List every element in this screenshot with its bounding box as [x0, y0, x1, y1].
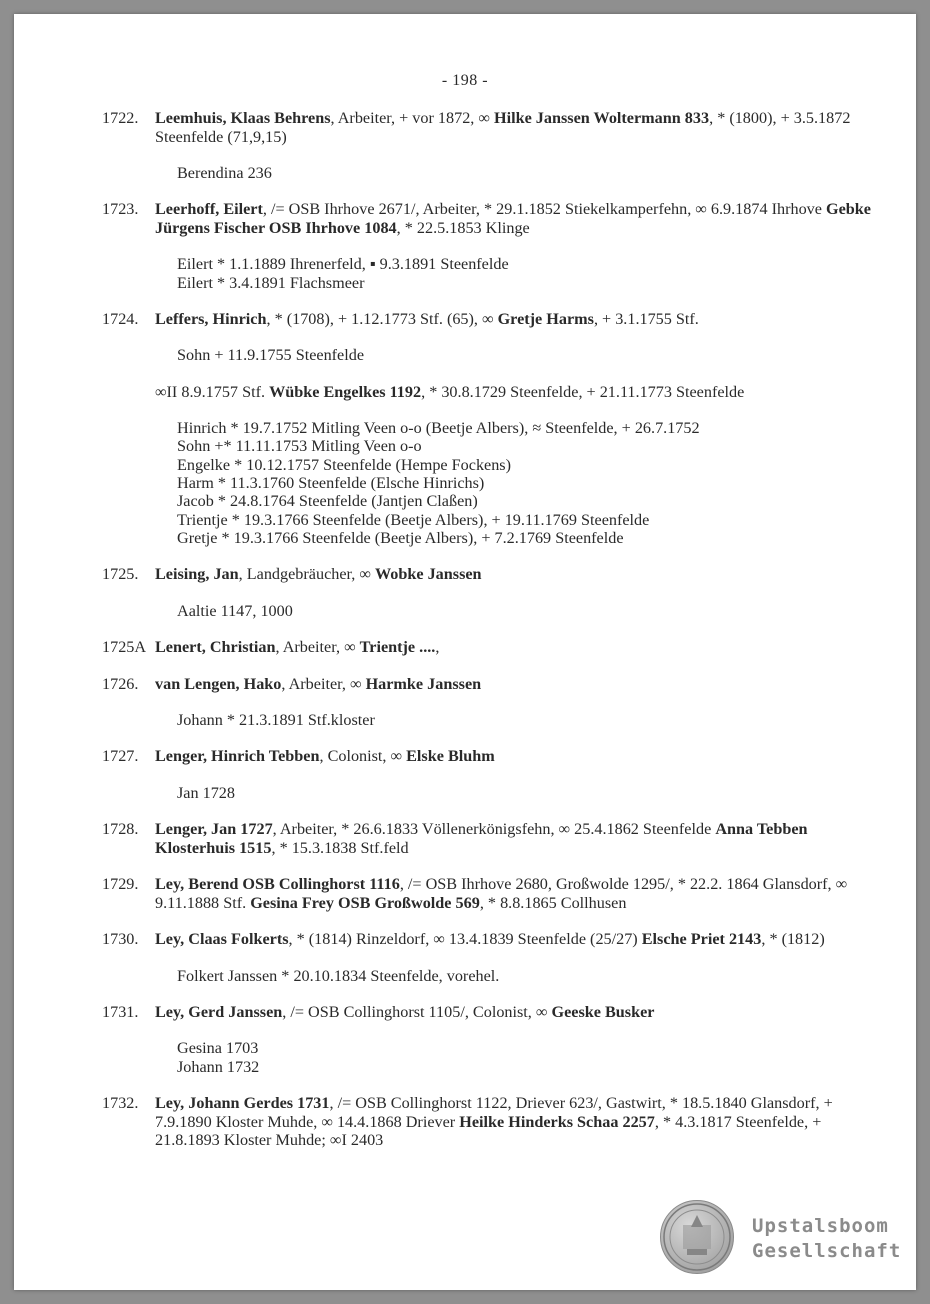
child-entry: Hinrich * 19.7.1752 Mitling Veen o-o (Beetje Albers), ≈ Steenfelde, + 26.7.1752 — [177, 419, 700, 438]
genealogy-entry — [102, 200, 882, 237]
entry-separator — [102, 985, 882, 1003]
entry-number: 1724. — [102, 309, 139, 328]
children-list — [102, 602, 882, 620]
entry-text: Ley, Gerd Janssen, /= OSB Collinghorst 1105/, Colonist, ∞ Geeske Busker — [155, 1002, 655, 1021]
entry-separator — [102, 182, 882, 200]
entry-separator — [102, 620, 882, 638]
logo-line-2: Gesellschaft — [752, 1240, 902, 1262]
page-number: - 198 - — [441, 72, 489, 89]
genealogy-entry — [102, 747, 882, 766]
genealogy-entry — [102, 109, 882, 146]
entry-separator — [102, 729, 882, 747]
child-entry: Jacob * 24.8.1764 Steenfelde (Jantjen Claßen) — [177, 492, 478, 511]
genealogy-entry — [102, 820, 882, 857]
society-logo — [660, 1200, 905, 1274]
child-entry: Johann * 21.3.1891 Stf.kloster — [177, 711, 375, 730]
children-list — [102, 255, 882, 292]
entry-number: 1729. — [102, 875, 139, 894]
child-entry: Sohn + 11.9.1755 Steenfelde — [177, 346, 365, 365]
child-entry: Berendina 236 — [177, 164, 272, 182]
entry-number: 1732. — [102, 1094, 139, 1113]
logo-text — [752, 1214, 901, 1264]
genealogy-entry — [102, 1094, 882, 1150]
second-marriage: ∞II 8.9.1757 Stf. Wübke Engelkes 1192, * 30.8.1729 Steenfelde, + 21.11.1773 Steenfelde — [155, 382, 745, 401]
entry-number: 1726. — [102, 674, 139, 693]
entry-number: 1731. — [102, 1002, 139, 1021]
entry-text: Leerhoff, Eilert, /= OSB Ihrhove 2671/, Arbeiter, * 29.1.1852 Stiekelkamperfehn, ∞ 6.9.1874 Ihrhove Gebke Jürgens Fischer OSB Ihrhove 1084, * 22.5.1853 Klinge — [155, 200, 871, 237]
children-list — [102, 784, 882, 802]
genealogy-entry — [102, 930, 882, 949]
child-entry: Gretje * 19.3.1766 Steenfelde (Beetje Albers), + 7.2.1769 Steenfelde — [177, 528, 624, 547]
entry-text: Ley, Claas Folkerts, * (1814) Rinzeldorf, ∞ 13.4.1839 Steenfelde (25/27) Elsche Priet 2143, * (1812) — [155, 930, 825, 949]
entry-text: Leffers, Hinrich, * (1708), + 1.12.1773 Stf. (65), ∞ Gretje Harms, + 3.1.1755 Stf. — [155, 309, 699, 328]
genealogy-entries — [102, 109, 882, 1150]
entry-number: 1728. — [102, 820, 139, 839]
children-list — [102, 711, 882, 729]
children-list — [102, 967, 882, 985]
child-entry: Harm * 11.3.1760 Steenfelde (Elsche Hinrichs) — [177, 474, 485, 493]
entry-separator — [102, 802, 882, 820]
entry-separator — [102, 857, 882, 875]
entry-text: Leising, Jan, Landgebräucher, ∞ Wobke Janssen — [155, 565, 482, 584]
children-list — [102, 346, 882, 364]
entry-number: 1723. — [102, 200, 139, 219]
entry-number: 1725. — [102, 565, 139, 584]
logo-line-1: Upstalsboom — [752, 1215, 889, 1237]
entry-text: Lenert, Christian, Arbeiter, ∞ Trientje ...., — [155, 638, 440, 657]
genealogy-entry — [102, 675, 882, 694]
genealogy-entry — [102, 565, 882, 584]
child-entry: Eilert * 3.4.1891 Flachsmeer — [177, 273, 365, 292]
child-entry: Trientje * 19.3.1766 Steenfelde (Beetje Albers), + 19.11.1769 Steenfelde — [177, 510, 650, 529]
entry-text: Ley, Johann Gerdes 1731, /= OSB Collinghorst 1122, Driever 623/, Gastwirt, * 18.5.1840 Glansdorf, + 7.9.1890 Kloster Muhde, ∞ 14.4.1868 Driever Heilke Hinderks Schaa 2257, * 4.3.1817 Steenfelde, + 21.8.1893 Kloster Muhde; ∞I 2403 — [155, 1094, 833, 1150]
genealogy-entry — [102, 638, 882, 657]
entry-separator — [102, 657, 882, 675]
genealogy-entry — [102, 1003, 882, 1022]
child-entry: Sohn +* 11.11.1753 Mitling Veen o-o — [177, 437, 422, 456]
entry-text: Lenger, Hinrich Tebben, Colonist, ∞ Elske Bluhm — [155, 747, 495, 766]
child-entry: Folkert Janssen * 20.10.1834 Steenfelde, vorehel. — [177, 966, 500, 985]
child-entry: Aaltie 1147, 1000 — [177, 601, 293, 620]
entry-separator — [102, 292, 882, 310]
entry-number: 1725A — [102, 638, 147, 657]
entry-number: 1730. — [102, 930, 139, 949]
entry-separator — [102, 912, 882, 930]
entry-text: Ley, Berend OSB Collinghorst 1116, /= OSB Ihrhove 2680, Großwolde 1295/, * 22.2. 1864 Glansdorf, ∞ 9.11.1888 Stf. Gesina Frey OSB Großwolde 569, * 8.8.1865 Collhusen — [155, 875, 848, 912]
entry-separator — [102, 547, 882, 565]
child-entry: Eilert * 1.1.1889 Ihrenerfeld, ▪ 9.3.1891 Steenfelde — [177, 255, 509, 274]
child-entry: Gesina 1703 — [177, 1039, 259, 1058]
entry-separator — [102, 1076, 882, 1094]
entry-text: Leemhuis, Klaas Behrens, Arbeiter, + vor 1872, ∞ Hilke Janssen Woltermann 833, * (1800), + 3.5.1872 Steenfelde (71,9,15) — [155, 109, 851, 146]
entry-number: 1722. — [102, 109, 139, 127]
child-entry: Jan 1728 — [177, 783, 235, 802]
genealogy-entry — [102, 310, 882, 329]
entry-text: Lenger, Jan 1727, Arbeiter, * 26.6.1833 Völlenerkönigsfehn, ∞ 25.4.1862 Steenfelde Anna Tebben Klosterhuis 1515, * 15.3.1838 Stf.feld — [155, 820, 808, 857]
children-list — [102, 419, 882, 547]
child-entry: Johann 1732 — [177, 1057, 260, 1076]
child-entry: Engelke * 10.12.1757 Steenfelde (Hempe Fockens) — [177, 455, 512, 474]
seal-icon — [660, 1200, 734, 1274]
genealogy-entry — [102, 875, 882, 912]
children-list — [102, 1039, 882, 1076]
entry-number: 1727. — [102, 747, 139, 766]
children-list — [102, 164, 882, 182]
entry-text: van Lengen, Hako, Arbeiter, ∞ Harmke Janssen — [155, 674, 482, 693]
